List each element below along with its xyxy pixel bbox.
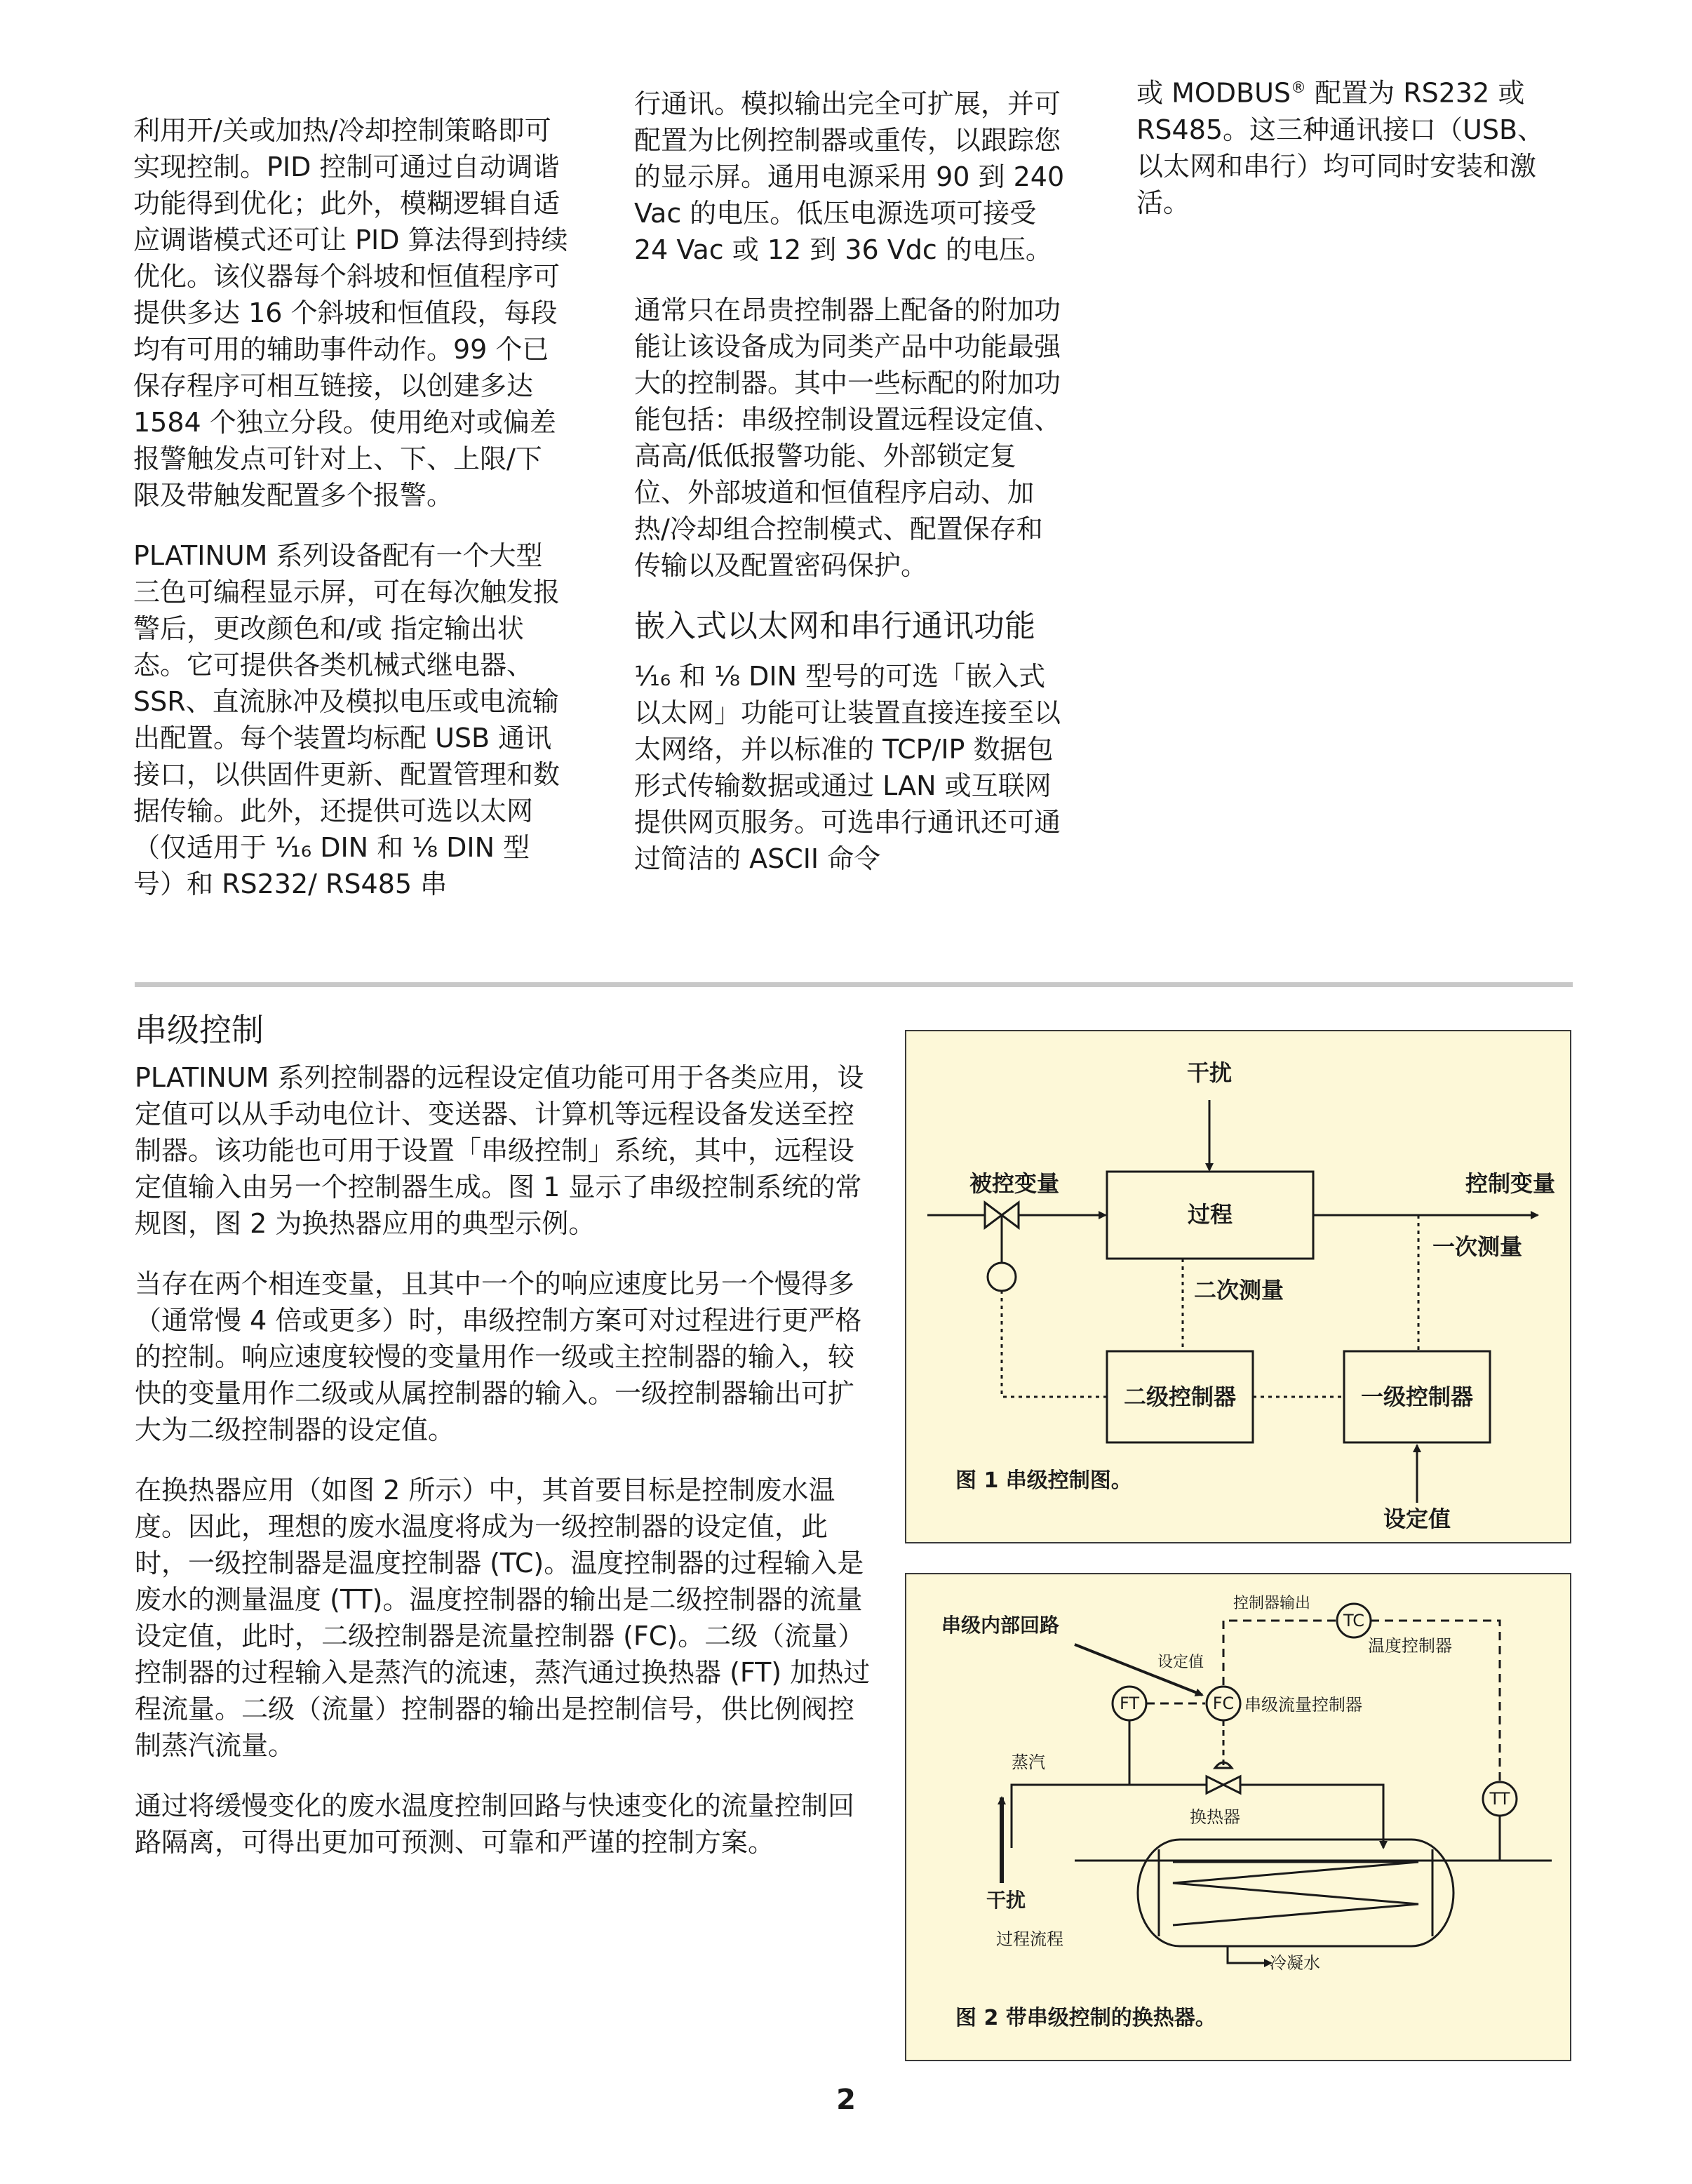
registered-mark: ® [1291, 79, 1307, 97]
hx-coil [1173, 1862, 1418, 1925]
fig1-process-label: 过程 [1187, 1201, 1233, 1228]
col3-text-b: 配置为 RS232 或 RS485。这三种通讯接口（USB、以太网和串行）均可同时安装和激活。 [1136, 77, 1545, 218]
fig2-tt-label: TT [1489, 1789, 1510, 1809]
col2-paragraph-3: ⅟₁₆ 和 ⅛ DIN 型号的可选「嵌入式以太网」功能可让装置直接连接至以太网络，并以标准的 TCP/IP 数据包形式传输数据或通过 LAN 或互联网提供网页服务。可选串行通讯还可通过简洁的 ASCII 命令 [634, 661, 1061, 874]
fig1-manipulated-label: 被控变量 [969, 1170, 1060, 1197]
text-column-3 [1136, 70, 1550, 221]
fig2-setpoint-label: 设定值 [1157, 1654, 1204, 1671]
fig2-condensate-label: 冷凝水 [1270, 1953, 1320, 1973]
fig2-steam-label: 蒸汽 [1012, 1753, 1045, 1772]
fig2-ctrl-output-label: 控制器输出 [1233, 1595, 1311, 1612]
steam-valve-icon [1207, 1776, 1240, 1793]
condensate-arrow [1228, 1946, 1271, 1963]
fig1-controlled-label: 控制变量 [1465, 1170, 1555, 1197]
col3-text-a: 或 MODBUS [1136, 77, 1291, 109]
secondary-to-valve-line [1002, 1291, 1107, 1397]
text-column-2 [634, 86, 1069, 877]
fig2-fc-label: FC [1212, 1694, 1235, 1713]
figure-2-box [905, 1573, 1571, 2061]
section-divider [135, 982, 1573, 987]
fig2-hx-label: 换热器 [1190, 1807, 1240, 1827]
col2-paragraph-2: 通常只在昂贵控制器上配备的附加功能让该设备成为同类产品中功能最强大的控制器。其中一些标配的附加功能包括：串级控制设置远程设定值、高高/低低报警功能、外部锁定复位、外部坡道和恒值程序启动、加热/冷却组合控制模式、配置保存和传输以及配置密码保护。 [634, 295, 1061, 581]
fig2-flow-ctrl-label: 串级流量控制器 [1244, 1695, 1362, 1715]
figure-1-caption: 图 1 串级控制图。 [955, 1468, 1132, 1493]
fig2-process-flow-label: 过程流程 [996, 1929, 1063, 1949]
fig2-disturbance-label: 干扰 [986, 1889, 1026, 1912]
cascade-paragraph-1: PLATINUM 系列控制器的远程设定值功能可用于各类应用，设定值可以从手动电位计、变送器、计算机等远程设备发送至控制器。该功能也可用于设置「串级控制」系统，其中，远程设定值输入由另一个控制器生成。图 1 显示了串级控制系统的常规图，图 2 为换热器应用的典型示例。 [135, 1062, 864, 1239]
ethernet-section-heading: 嵌入式以太网和串行通讯功能 [634, 608, 1035, 644]
fig2-ft-label: FT [1119, 1694, 1140, 1713]
col2-paragraph-1: 行通讯。模拟输出完全可扩展，并可配置为比例控制器或重传，以跟踪您的显示屏。通用电源采用 90 到 240 Vac 的电压。低压电源选项可接受 24 Vac 或 12 到 36 Vdc 的电压。 [634, 88, 1065, 265]
cascade-control-diagram [906, 1031, 1573, 1545]
fig2-inner-loop-label: 串级内部回路 [941, 1614, 1060, 1637]
page-number: 2 [836, 2084, 856, 2116]
col1-paragraph-1: 利用开/关或加热/冷却控制策略即可实现控制。PID 控制可通过自动调谐功能得到优化；此外，模糊逻辑自适应调谐模式还可让 PID 算法得到持续优化。该仪器每个斜坡和恒值程序可提供多达 16 个斜坡和恒值段，每段均有可用的辅助事件动作。99 个已保存程序可相互链接，以创建多达 1584 个独立分段。使用绝对或偏差报警触发点可针对上、下、上限/下限及带触发配置多个报警。 [133, 115, 568, 511]
heat-exchanger-diagram [906, 1574, 1573, 2063]
fig1-disturbance-label: 干扰 [1186, 1059, 1233, 1086]
cascade-paragraph-3: 在换热器应用（如图 2 所示）中，其首要目标是控制废水温度。因此，理想的废水温度将成为一级控制器的设定值，此时，一级控制器是温度控制器 (TC)。温度控制器的过程输入是废水的测量温度 (TT)。温度控制器的输出是二级控制器的流量设定值，此时，二级控制器是流量控制器 (FC)。二级（流量）控制器的过程输入是蒸汽的流速，蒸汽通过换热器 (FT) 加热过程流量。二级（流量）控制器的输出是控制信号，供比例阀控制蒸汽流量。 [135, 1475, 871, 1761]
fig1-secondary-ctrl-label: 二级控制器 [1123, 1384, 1237, 1410]
figure-1-box [905, 1030, 1571, 1543]
cascade-section-heading: 串级控制 [135, 1011, 264, 1049]
fig1-secondary-measure-label: 二次测量 [1194, 1277, 1284, 1304]
tc-to-fc-dashed-line [1223, 1621, 1337, 1699]
valve-actuator-icon [988, 1263, 1016, 1291]
fig2-tc-label: TC [1343, 1611, 1365, 1630]
figure-2-caption: 图 2 带串级控制的换热器。 [955, 2006, 1216, 2030]
fig2-temp-ctrl-label: 温度控制器 [1368, 1636, 1452, 1656]
steam-line [1012, 1785, 1207, 1848]
cascade-paragraph-4: 通过将缓慢变化的废水温度控制回路与快速变化的流量控制回路隔离，可得出更加可预测、可靠和严谨的控制方案。 [135, 1790, 855, 1858]
fig1-primary-measure-label: 一次测量 [1432, 1233, 1523, 1260]
text-column-1 [133, 112, 568, 902]
fig1-setpoint-label: 设定值 [1383, 1506, 1451, 1532]
fig1-primary-ctrl-label: 一级控制器 [1360, 1384, 1474, 1410]
col3-paragraph-1 [1136, 70, 1550, 221]
col1-paragraph-2: PLATINUM 系列设备配有一个大型三色可编程显示屏，可在每次触发报警后，更改颜色和/或 指定输出状态。它可提供各类机械式继电器、SSR、直流脉冲及模拟电压或电流输出配置。每个装置均标配 USB 通讯接口，以供固件更新、配置管理和数据传输。此外，还提供可选以太网（仅适用于 ⅟₁₆ DIN 和 ⅛ DIN 型号）和 RS232/ RS485 串 [133, 540, 560, 899]
cascade-paragraph-2: 当存在两个相连变量，且其中一个的响应速度比另一个慢得多（通常慢 4 倍或更多）时，串级控制方案可对过程进行更严格的控制。响应速度较慢的变量用作一级或主控制器的输入，较快的变量用作二级或从属控制器的输入。一级控制器输出可扩大为二级控制器的设定值。 [135, 1268, 862, 1445]
cascade-text-column [135, 1059, 878, 1861]
